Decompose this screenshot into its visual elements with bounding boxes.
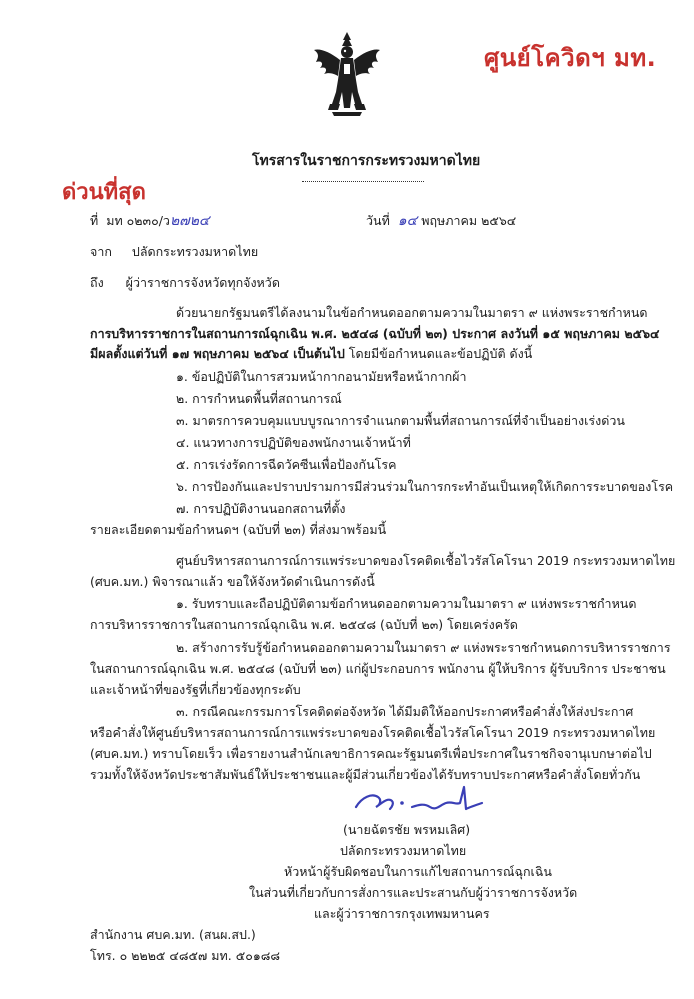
date-month-year: พฤษภาคม ๒๕๖๔ [421,213,517,228]
ref-label: ที่ [90,213,99,228]
ref-prefix: มท ๐๒๓๐/ว [106,213,170,228]
measure-item: ๕. การเร่งรัดการฉีดวัคซีนเพื่อป้องกันโรค [176,457,397,472]
action1-line2: การบริหารราชการในสถานการณ์ฉุกเฉิน พ.ศ. ๒๕๔๘ (ฉบับที่ ๒๓) โดยเคร่งครัด [90,617,518,632]
para1-effective-date: มีผลตั้งแต่วันที่ ๑๗ พฤษภาคม ๒๕๖๔ เป็นต้นไป [90,346,345,361]
measure-item: ๖. การป้องกันและปราบปรามการมีส่วนร่วมในการกระทำอันเป็นเหตุให้เกิดการระบาดของโรค [176,479,674,494]
from-line [90,244,258,260]
action2-line2: ในสถานการณ์ฉุกเฉิน พ.ศ. ๒๕๔๘ (ฉบับที่ ๒๓) แก่ผู้ประกอบการ พนักงาน ผู้ให้บริการ ผู้รับบริการ ประชาชน [90,661,666,676]
footer-phone: โทร. ๐ ๒๒๒๕ ๔๘๕๗ มท. ๕๐๑๘๘ [90,948,281,963]
action3-line2: หรือคำสั่งให้ศูนย์บริหารสถานการณ์การแพร่ระบาดของโรคติดเชื้อไวรัสโคโรนา 2019 กระทรวงมหาดไทย [90,725,656,740]
date-label: วันที่ [366,213,390,228]
action2-line1: ๒. สร้างการรับรู้ข้อกำหนดออกตามความในมาตรา ๙ แห่งพระราชกำหนดการบริหารราชการ [176,640,671,655]
para2-line2: (ศบค.มท.) พิจารณาแล้ว ขอให้จังหวัดดำเนินการดังนี้ [90,574,375,589]
signatory-position-3: ในส่วนที่เกี่ยวกับการสั่งการและประสานกับผู้ว่าราชการจังหวัด [249,885,578,900]
date-line [366,213,516,229]
action3-line1: ๓. กรณีคณะกรรมการโรคติดต่อจังหวัด ได้มีมติให้ออกประกาศหรือคำสั่งให้ส่งประกาศ [176,704,634,719]
date-day: ๑๔ [397,213,418,229]
to-label: ถึง [90,275,104,290]
measure-item: ๓. มาตรการควบคุมแบบบูรณาการจำแนกตามพื้นที่สถานการณ์ที่จำเป็นอย่างเร่งด่วน [176,413,625,428]
garuda-emblem-icon [312,30,382,120]
para1-line3 [90,346,532,362]
para1-line3-rest: โดยมีข้อกำหนดและข้อปฏิบัติ ดังนี้ [344,346,533,361]
footer-office: สำนักงาน ศบค.มท. (สนผ.สป.) [90,927,256,942]
action3-line4: รวมทั้งให้จังหวัดประชาสัมพันธ์ให้ประชาชนและผู้มีส่วนเกี่ยวข้องได้รับทราบประกาศหรือคำสั่งโดยทั่วกัน [90,767,641,782]
para1-line2: การบริหารราชการในสถานการณ์ฉุกเฉิน พ.ศ. ๒๕๔๘ (ฉบับที่ ๒๓) ประกาศ ลงวันที่ ๑๕ พฤษภาคม ๒๕๖๔ [90,326,660,341]
signatory-position-1: ปลัดกระทรวงมหาดไทย [340,843,467,858]
measure-item: ๔. แนวทางการปฏิบัติของพนักงานเจ้าหน้าที่ [176,435,411,450]
signatory-position-2: หัวหน้าผู้รับผิดชอบในการแก้ไขสถานการณ์ฉุกเฉิน [284,864,552,879]
measure-item: ๒. การกำหนดพื้นที่สถานการณ์ [176,391,342,406]
action1-line1: ๑. รับทราบและถือปฏิบัติตามข้อกำหนดออกตามความในมาตรา ๙ แห่งพระราชกำหนด [176,596,637,611]
title-underline [302,180,424,182]
to-value: ผู้ว่าราชการจังหวัดทุกจังหวัด [125,275,280,290]
para2-line1: ศูนย์บริหารสถานการณ์การแพร่ระบาดของโรคติดเชื้อไวรัสโคโรนา 2019 กระทรวงมหาดไทย [176,553,676,568]
ref-number: ๒๗๒๔ [169,213,210,229]
to-line [90,275,280,291]
details-line: รายละเอียดตามข้อกำหนดฯ (ฉบับที่ ๒๓) ที่ส่งมาพร้อมนี้ [90,522,387,537]
action2-line3: และเจ้าหน้าที่ของรัฐที่เกี่ยวข้องทุกระดับ [90,682,301,697]
signatory-name: (นายฉัตรชัย พรหมเลิศ) [343,822,471,837]
from-value: ปลัดกระทรวงมหาดไทย [131,244,259,259]
covid-center-stamp: ศูนย์โควิดฯ มท. [484,44,657,72]
document-title: โทรสารในราชการกระทรวงมหาดไทย [252,153,481,169]
para1-line1: ด้วยนายกรัฐมนตรีได้ลงนามในข้อกำหนดออกตามความในมาตรา ๙ แห่งพระราชกำหนด [176,305,648,320]
handwritten-signature [352,783,492,819]
urgency-stamp: ด่วนที่สุด [62,180,146,205]
measure-item: ๗. การปฏิบัติงานนอกสถานที่ตั้ง [176,501,346,516]
reference-line [90,213,210,229]
from-label: จาก [90,244,112,259]
action3-line3: (ศบค.มท.) ทราบโดยเร็ว เพื่อรายงานสำนักเลขาธิการคณะรัฐมนตรีเพื่อประกาศในราชกิจจานุเบกษาต่อไป [90,746,652,761]
measure-item: ๑. ข้อปฏิบัติในการสวมหน้ากากอนามัยหรือหน้ากากผ้า [176,369,467,384]
signatory-position-4: และผู้ว่าราชการกรุงเทพมหานคร [314,906,490,921]
